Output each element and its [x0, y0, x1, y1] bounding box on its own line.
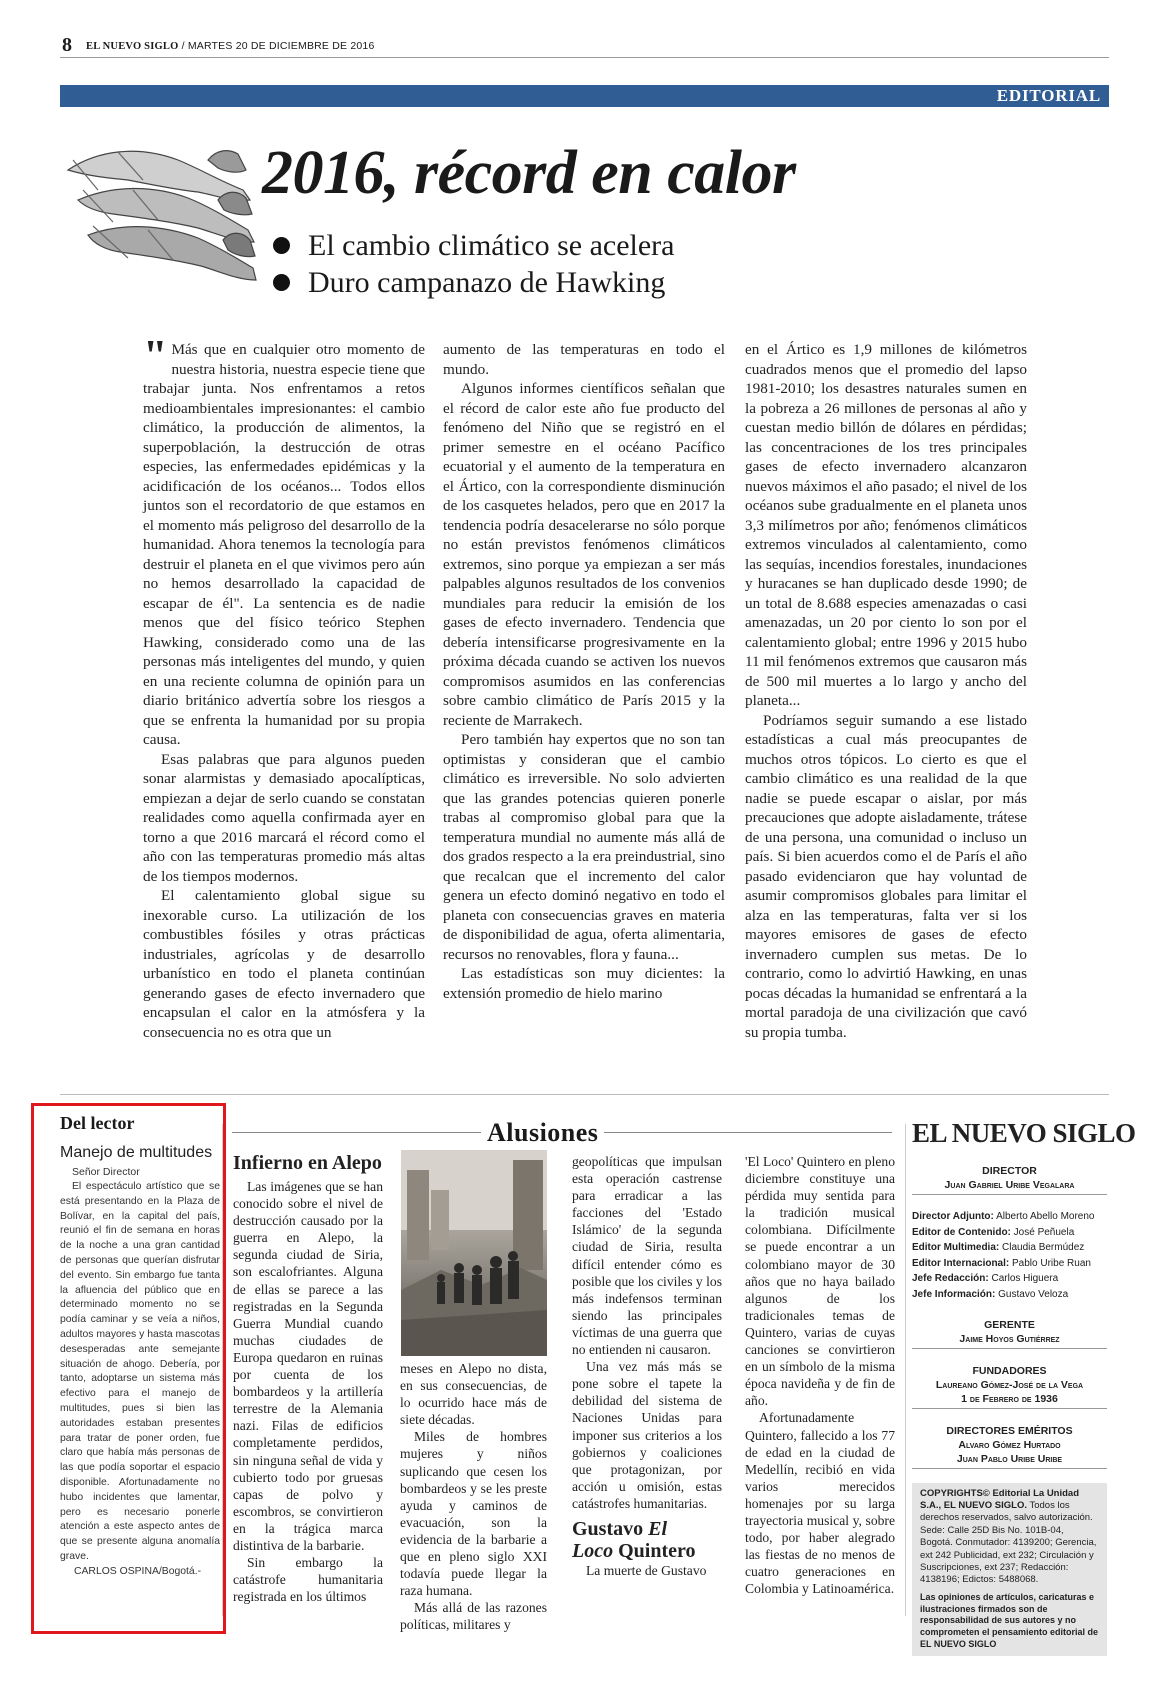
- staff-role: Editor Multimedia:: [912, 1242, 1000, 1254]
- copyright-body: Todos los derechos reservados, salvo autorización. Sede: Calle 25D Bis No. 101B-04, Bogotá. Conmutador: 4139200; Gerencia, ext 242 Publicidad, ext 232; Circulación y Suscripciones, ext 237; Redacción: 4138196; Edictos: 5488068.: [920, 1499, 1097, 1586]
- alusiones-column-3: [572, 1153, 722, 1579]
- header-line: [86, 40, 375, 52]
- staff-name: Claudia Bermúdez: [1002, 1242, 1085, 1254]
- paragraph: Más allá de las razones políticas, militares y: [400, 1600, 547, 1633]
- section-label: EDITORIAL: [996, 86, 1101, 105]
- deck-line-2: [273, 266, 665, 300]
- horses-illustration: [58, 130, 263, 298]
- staff-list: [912, 1209, 1107, 1303]
- emeritos-label: DIRECTORES EMÉRITOS: [946, 1424, 1073, 1437]
- gustavo-head-el: El: [648, 1517, 668, 1540]
- staff-name: José Peñuela: [1013, 1226, 1075, 1238]
- paragraph-text: Más que en cualquier otro momento de nuestra historia, nuestra especie tiene que trabajar junta. Nos enfrentamos a retos medioambientales impresionantes: el cambio climático, la producción de alimentos, la superpoblación, la destrucción de otras especies, las enfermedades epidémicas y la acidificación de los océanos... Todos ellos juntos son el recordatorio de que estamos en el momento más peligroso del desarrollo de la humanidad. Ahora tenemos la tecnología para destruir el planeta en el que vivimos pero aún no hemos desarrollado la capacidad de escapar de él". La sentencia es de nadie menos que del físico teórico Stephen Hawking, considerado como una de las personas más inteligentes del mundo, y quien en una reciente columna de opinión para un diario británico advertía sobre los riesgos a que se enfrenta la humanidad por su propia causa.: [143, 341, 425, 748]
- lector-title: Del lector: [60, 1113, 135, 1133]
- copyright-lead: COPYRIGHTS© Editorial La Unidad S.A.,: [920, 1487, 1080, 1511]
- gustavo-head-part: Quintero: [613, 1539, 696, 1562]
- masthead-rule: [912, 1194, 1107, 1195]
- masthead-rule: [912, 1348, 1107, 1349]
- paragraph: Algunos informes científicos señalan que el récord de calor este año fue producto del fenómeno del Niño que se registró en el primer semestre en el océano Pacífico ecuatorial y el aumento de la temperatura en el Ártico, con la correspondiente disminución de los casquetes helados, pero que en 2017 la tendencia podría desacelerarse no sólo porque no están previstos fenómenos climáticos extremos, sino porque ya empiezan a ser más palpables algunos resultados de los convenios mundiales para reducir la emisión de los gases de efecto invernadero. Tendencia que debería intensificarse progresivamente en la próxima década cuando se activen los nuevos compromisos asumidos en las conferencias sobre cambio climático de París 2015 y la reciente de Marrakech.: [443, 380, 725, 729]
- quote-mark-icon: ": [143, 331, 168, 380]
- gustavo-head-loco: Loco: [572, 1539, 614, 1562]
- masthead-rule: [912, 1408, 1107, 1409]
- masthead-logo: EL NUEVO SIGLO: [912, 1118, 1136, 1148]
- emerito-name: Alvaro Gómez Hurtado: [958, 1438, 1061, 1451]
- aleppo-headline: Infierno en Alepo: [233, 1152, 382, 1174]
- editorial-column-3: [745, 340, 1027, 1042]
- headline: 2016, récord en calor: [262, 139, 796, 207]
- paragraph: aumento de las temperaturas en todo el mundo.: [443, 341, 725, 378]
- emerito-name: Juan Pablo Uribe Uribe: [956, 1452, 1063, 1465]
- paragraph: El calentamiento global sigue su inexorable curso. La utilización de los combustibles fósiles y otras prácticas industriales, agrícolas y de desarrollo urbanístico en todo el planeta continúan generando gases de efecto invernadero que encapsulan el calor en la atmósfera y la consecuencia no es otra que un: [143, 887, 425, 1041]
- staff-name: Alberto Abello Moreno: [996, 1211, 1095, 1222]
- paragraph: geopolíticas que impulsan esta operación castrense para erradicar a las facciones del 'Estado Islámico' de la segunda ciudad de Siria, resulta difícil entender cómo es posible que los civiles y los más indefensos terminan siendo las principales víctimas de una guerra que no entienden ni causaron.: [572, 1154, 722, 1358]
- lector-body: El espectáculo artístico que se está presentando en la Plaza de Bolívar, en la capital del país, reunió el fin de semana en horas de la noche a una gran cantidad de personas que querían disfrutar del evento. Sin embargo fue tanta la afluencia del público que en determinado momento no se podía caminar y se veía a niños, adultos mayores y hasta mascotas desesperadas ante semejante situación de ahogo. Debería, por tanto, adoptarse un sistema más efectivo para el manejo de multitudes, pues si bien las autoridades estaban presentes para tratar de poner orden, fue claro que había más personas de las que podía soportar el espacio disponible. Afortunadamente no hubo incidentes que lamentar, pero es necesario ponerle atención a este aspecto antes de que se presente alguna anomalía grave.: [60, 1181, 220, 1562]
- opinion-note: Las opiniones de artículos, caricaturas e ilustraciones firmados son de responsabilidad de sus autores y no comprometen el pensamiento editorial de EL NUEVO SIGLO: [920, 1591, 1099, 1649]
- copyright-paper: EL NUEVO SIGLO.: [943, 1499, 1027, 1511]
- staff-row: [912, 1287, 1107, 1303]
- deck-text-2: Duro campanazo de Hawking: [308, 266, 666, 299]
- staff-name: Pablo Uribe Ruan: [1012, 1257, 1091, 1269]
- paragraph: Podríamos seguir sumando a ese listado estadísticas a cual más preocupantes de muchos otros tópicos. Lo cierto es que el cambio climático es una realidad de la que nadie se puede escapar o aislar, por más precauciones que adopte aisladamente, trátese de una persona, una comunidad o incluso un país. Si bien acuerdos como el de París el año pasado evidenciaron que hay voluntad de asumir compromisos globales para limitar el alza en las temperaturas, falta ver si los mayores emisores de gases de efecto invernadero cumplen sus metas. De lo contrario, como lo advirtió Hawking, en unas pocas décadas la humanidad se enfrentará a la mortal paradoja de una civilización que cavó su propia tumba.: [745, 711, 1027, 1041]
- issue-date: / MARTES 20 DE DICIEMBRE DE 2016: [181, 40, 375, 52]
- gustavo-headline: [572, 1518, 722, 1562]
- staff-role: Director Adjunto:: [912, 1211, 994, 1222]
- bullet-icon: [273, 274, 290, 291]
- staff-name: Gustavo Veloza: [998, 1288, 1069, 1300]
- letter-to-editor: [60, 1113, 220, 1577]
- staff-row: [912, 1209, 1107, 1225]
- staff-role: Editor Internacional:: [912, 1257, 1010, 1269]
- alusiones-column-4: [745, 1153, 895, 1597]
- paragraph: meses en Alepo no dista, en sus consecuencias, de lo ocurrido hace más de siete décadas.: [400, 1361, 547, 1428]
- aleppo-photo: [401, 1150, 547, 1356]
- header-rule: [60, 57, 1109, 58]
- staff-row: [912, 1240, 1107, 1256]
- section-bar: [60, 85, 1109, 107]
- paragraph: Sin embargo la catástrofe humanitaria registrada en los últimos: [233, 1555, 383, 1605]
- director-name: Juan Gabriel Uribe Vegalara: [944, 1179, 1075, 1191]
- staff-row: [912, 1271, 1107, 1287]
- staff-row: [912, 1225, 1107, 1241]
- lector-subtitle: Manejo de multitudes: [60, 1144, 213, 1161]
- staff-role: Jefe Información:: [912, 1288, 996, 1300]
- gerente-label: GERENTE: [984, 1318, 1035, 1331]
- masthead-rule: [912, 1468, 1107, 1469]
- staff-role: Jefe Redacción:: [912, 1273, 989, 1285]
- paragraph: Miles de hombres mujeres y niños suplicando que cesen los bombardeos y se les preste ayuda y caminos de evacuación, son la evidencia de la barbarie a que en pleno siglo XXI todavía puede llegar la raza humana.: [400, 1429, 547, 1599]
- staff-role: Editor de Contenido:: [912, 1226, 1011, 1238]
- column-rule: [905, 1124, 906, 1616]
- masthead: [912, 1118, 1136, 1656]
- alusiones-title: Alusiones: [481, 1118, 604, 1148]
- founding-date: 1 de Febrero de 1936: [961, 1392, 1058, 1405]
- staff-row: [912, 1256, 1107, 1272]
- staff-name: Carlos Higuera: [991, 1273, 1059, 1285]
- paragraph: Las estadísticas son muy dicientes: la extensión promedio de hielo marino: [443, 965, 725, 1002]
- paragraph: Las imágenes que se han conocido sobre el nivel de destrucción causado por la guerra en Alepo, la segunda ciudad de Siria, son escalofriantes. Alguna de ellas se parece a las registradas en la Segunda Guerra Mundial cuando muchas ciudades de Europa quedaron en ruinas por cuenta de los bombardeos y la artillería terrestre de la Alemania nazi. Filas de edificios completamente perdidos, sin ninguna señal de vida y cubierto todo por gruesas capas de polvo y escombros, se convirtieron en la trágica marca distintiva de la barbarie.: [233, 1179, 383, 1553]
- paper-name: EL NUEVO SIGLO: [86, 41, 179, 52]
- deck-line-1: [273, 229, 674, 263]
- paragraph: en el Ártico es 1,9 millones de kilómetros cuadrados menos que el promedio del lapso 1981-2010; los desastres naturales sumen en la pobreza a 26 millones de personas al año y cuestan medio billón de dólares en pérdidas; las concentraciones de los tres principales gases de efecto invernadero alcanzaron nuevos máximos el año pasado; el nivel de los océanos sube gradualmente en el planeta unos 3,3 milímetros por año; fenómenos climáticos extremos vinculados al calentamiento, como las sequías, incendios forestales, inundaciones y huracanes se han duplicado desde 1990; de un total de 8.688 especies amenazadas o casi amenazadas, un 20 por ciento lo son por el calentamiento global; entre 1996 y 2015 hubo 11 mil fenómenos extremos que causaron más de 500 mil muertes a lo largo y ancho del planeta...: [745, 341, 1027, 709]
- paragraph: La muerte de Gustavo: [586, 1562, 707, 1578]
- deck-text-1: El cambio climático se acelera: [308, 229, 675, 262]
- bullet-icon: [273, 237, 290, 254]
- lector-signature: CARLOS OSPINA/Bogotá.-: [74, 1565, 202, 1577]
- fundadores-label: FUNDADORES: [972, 1364, 1047, 1377]
- paragraph: [143, 331, 425, 750]
- alusiones-column-2: [400, 1360, 547, 1634]
- editorial-column-2: [443, 340, 725, 1003]
- page-number: 8: [62, 34, 72, 56]
- paragraph: Una vez más más se pone sobre el tapete la debilidad del sistema de Naciones Unidas para imponer sus criterios a los gobiernos y coaliciones que protagonizan, por acción u omisión, estas catástrofes humanitarias.: [572, 1359, 722, 1511]
- alusiones-column-1: [233, 1152, 383, 1605]
- gerente-name: Jaime Hoyos Gutiérrez: [959, 1332, 1060, 1345]
- paragraph: Pero también hay expertos que no son tan optimistas y consideran que el cambio climático es irreversible. No solo advierten que las grandes potencias quieren ponerle trabas al compromiso global para que la temperatura mundial no aumente más allá de dos grados respecto a la era preindustrial, sino que recalcan que el incremento del calor genera un efecto dominó negativo en todo el planeta con consecuencias graves en materia de disponibilidad de agua, oferta alimentaria, recursos no renovables, flora y fauna...: [443, 731, 725, 963]
- fundadores-names: Laureano Gómez-José de la Vega: [935, 1378, 1084, 1391]
- section-divider: [60, 1094, 1109, 1095]
- copyright-box: [912, 1483, 1107, 1656]
- paragraph: 'El Loco' Quintero en pleno diciembre constituye una pérdida muy sentida para la tradición musical colombiana. Difícilmente se puede encontrar a un colombiano mayor de 30 años que no haya bailado algunos de los tradicionales temas de Quintero, varias de cuyas canciones se convirtieron en un símbolo de la misma época navideña y de fin de año.: [745, 1154, 895, 1409]
- column-rule: [222, 1124, 223, 1616]
- director-label: DIRECTOR: [982, 1165, 1037, 1177]
- lector-salute: Señor Director: [72, 1166, 140, 1178]
- paragraph: Esas palabras que para algunos pueden sonar alarmistas y demasiado apocalípticas, empiezan a dejar de serlo cuando se constatan realidades como aquella confirmada ayer en torno a que 2016 marcará el récord como el año con las temperaturas promedio más altas de los tiempos modernos.: [143, 750, 425, 885]
- editorial-column-1: [143, 331, 425, 1042]
- aleppo-photo-art: [401, 1150, 547, 1356]
- gustavo-head-part: Gustavo: [572, 1517, 649, 1540]
- paragraph: Afortunadamente Quintero, fallecido a los 77 de edad en la ciudad de Medellín, recibió en vida varios merecidos homenajes por su larga trayectoria musical y, sobre todo, por haber alegrado las fiestas de no menos de cuatro generaciones en Colombia y Latinoamérica.: [745, 1410, 895, 1597]
